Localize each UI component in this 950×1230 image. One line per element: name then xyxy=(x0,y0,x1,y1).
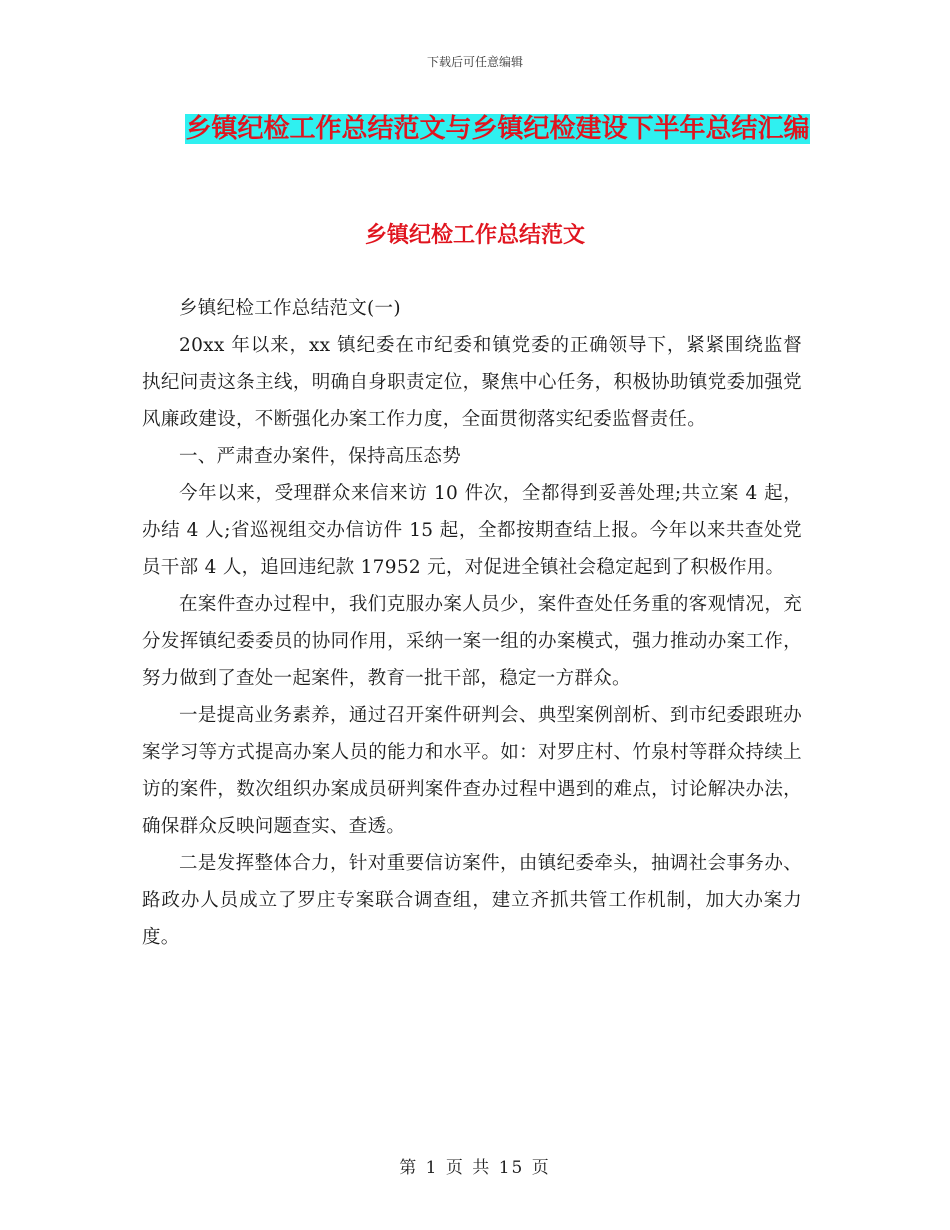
document-body xyxy=(142,290,802,956)
paragraph: 一是提高业务素养，通过召开案件研判会、典型案例剖析、到市纪委跟班办案学习等方式提高办案人员的能力和水平。如：对罗庄村、竹泉村等群众持续上访的案件，数次组织办案成员研判案件查办过程中遇到的难点，讨论解决办法，确保群众反映问题查实、查透。 xyxy=(142,705,802,837)
paragraph: 20xx 年以来，xx 镇纪委在市纪委和镇党委的正确领导下，紧紧围绕监督执纪问责这条主线，明确自身职责定位，聚焦中心任务，积极协助镇党委加强党风廉政建设，不断强化办案工作力度，全面贯彻落实纪委监督责任。 xyxy=(142,335,802,430)
header-note: 下载后可任意编辑 xyxy=(426,55,523,69)
paragraph: 在案件查办过程中，我们克服办案人员少，案件查处任务重的客观情况，充分发挥镇纪委委员的协同作用，采纳一案一组的办案模式，强力推动办案工作，努力做到了查处一起案件，教育一批干部，稳定一方群众。 xyxy=(142,594,802,689)
document-title-text: 乡镇纪检工作总结范文与乡镇纪检建设下半年总结汇编 xyxy=(185,114,810,144)
document-title xyxy=(185,106,810,152)
paragraph: 今年以来，受理群众来信来访 10 件次，全都得到妥善处理;共立案 4 起，办结 4 人;省巡视组交办信访件 15 起，全都按期查结上报。今年以来共查处党员干部 4 人，追回违纪款 17952 元，对促进全镇社会稳定起到了积极作用。 xyxy=(142,483,802,578)
paragraph-heading: 一、严肃查办案件，保持高压态势 xyxy=(179,446,462,467)
section-title: 乡镇纪检工作总结范文 xyxy=(364,223,585,248)
paragraph-subtitle: 乡镇纪检工作总结范文(一) xyxy=(179,298,401,319)
page-footer: 第 1 页 共 15 页 xyxy=(399,1158,551,1178)
paragraph: 二是发挥整体合力，针对重要信访案件，由镇纪委牵头，抽调社会事务办、路政办人员成立了罗庄专案联合调查组，建立齐抓共管工作机制，加大办案力度。 xyxy=(142,853,802,948)
